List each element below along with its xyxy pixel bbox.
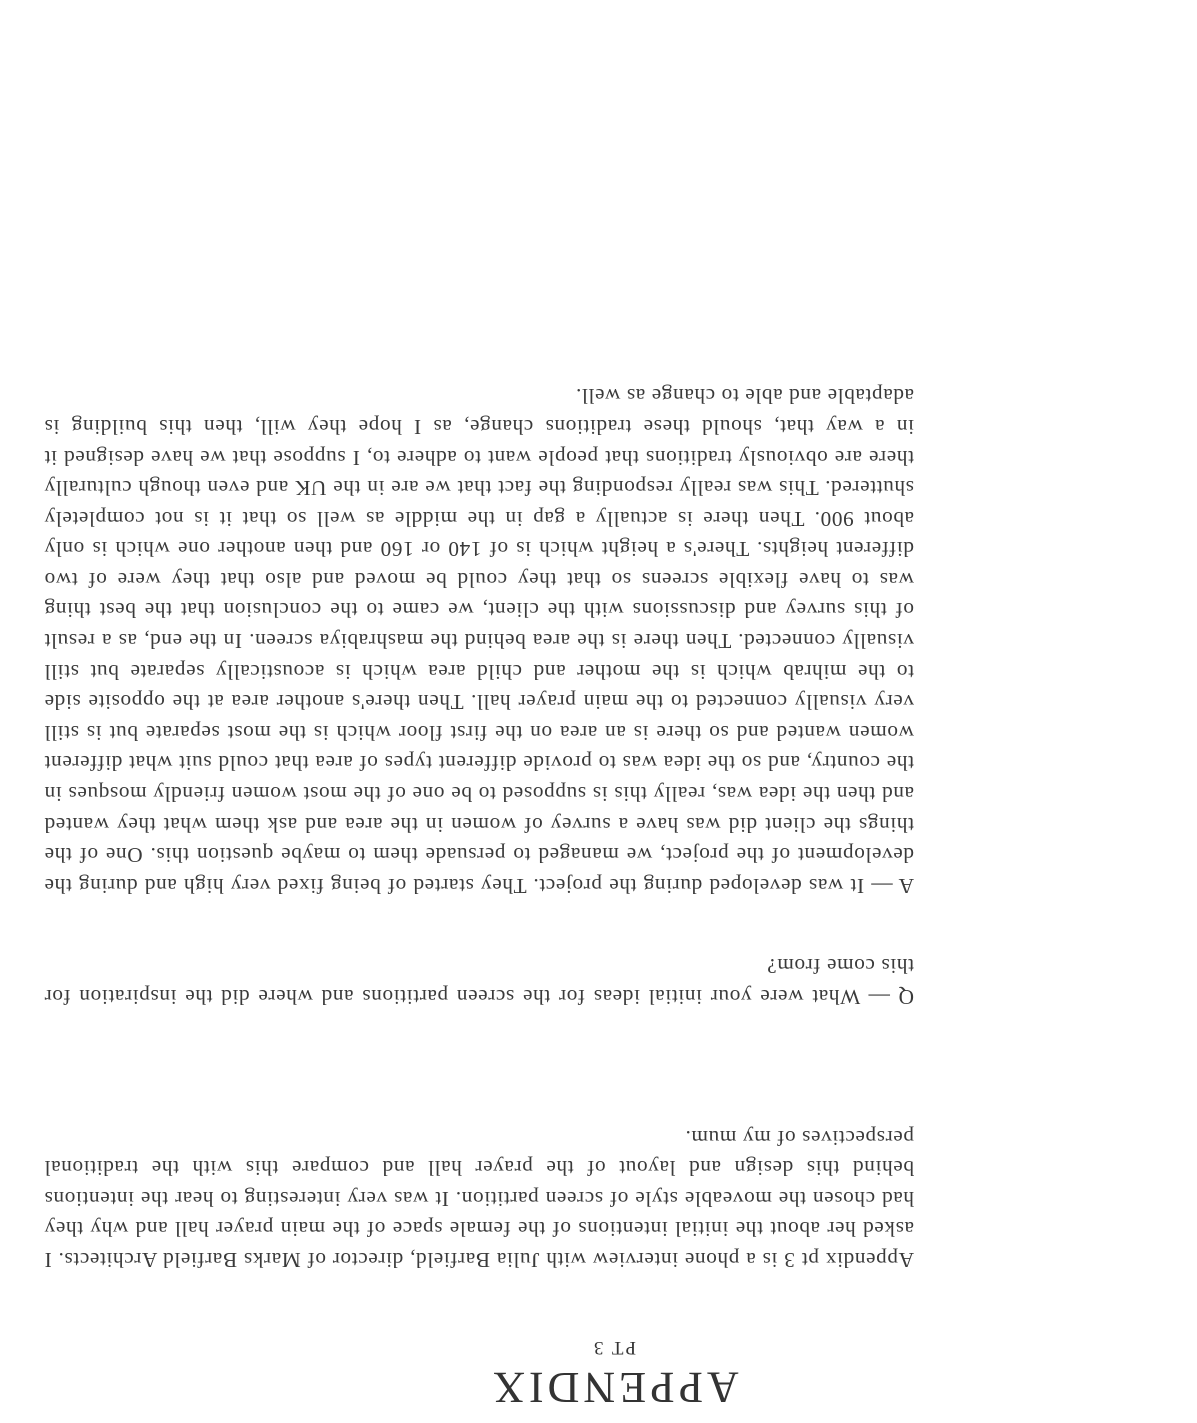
- interview-question: Q — What were your initial ideas for the screen partitions and where did the inspiration for this come from?: [44, 954, 914, 1010]
- appendix-heading: [314, 1335, 914, 1413]
- appendix-title: APPENDIX: [489, 1363, 739, 1412]
- interview-answer: A — It was developed during the project. They started of being fixed very high and during the development of the project, we managed to persuade them to maybe question this. One of the things the client did was have a survey of women in the area and ask them what they wanted and then the idea was, really this is supposed to be one of the most women friendly mosques in the country, and so the idea was to provide different types of area that could suit what different women wanted and so there is an area on the first floor which is the most separate but is still very visually connected to the main prayer hall. Then there's another area at the opposite side to the mihrab which is the mother and child area which is acoustically separate but still visually connected. Then there is the area behind the mashrabiya screen. In the end, as a result of this survey and discussions with the client, we came to the conclusion that the best thing was to have flexible screens so that they could be moved and also that they were of two different heights. There's a height which is of 140 or 160 and then another one which is only about 900. Then there is actually a gap in the middle as well so that it is not completely shuttered. This was really responding the fact that we are in the UK and even though culturally there are obviously traditions that people want to adhere to, I suppose that we have designed it in a way that, should these traditions change, as I hope they will, then this building is adaptable and able to change as well.: [44, 384, 914, 898]
- page-content: [44, 381, 914, 1413]
- appendix-subtitle: PT 3: [591, 1337, 637, 1358]
- intro-paragraph: Appendix pt 3 is a phone interview with Julia Barfield, director of Marks Barfield Architects. I asked her about the initial intentions of the female space of the main prayer hall and why they had chosen the moveable style of screen partition. It was very interesting to hear the intentions behind this design and layout of the prayer hall and compare this with the traditional perspectives of my mum.: [44, 1125, 914, 1272]
